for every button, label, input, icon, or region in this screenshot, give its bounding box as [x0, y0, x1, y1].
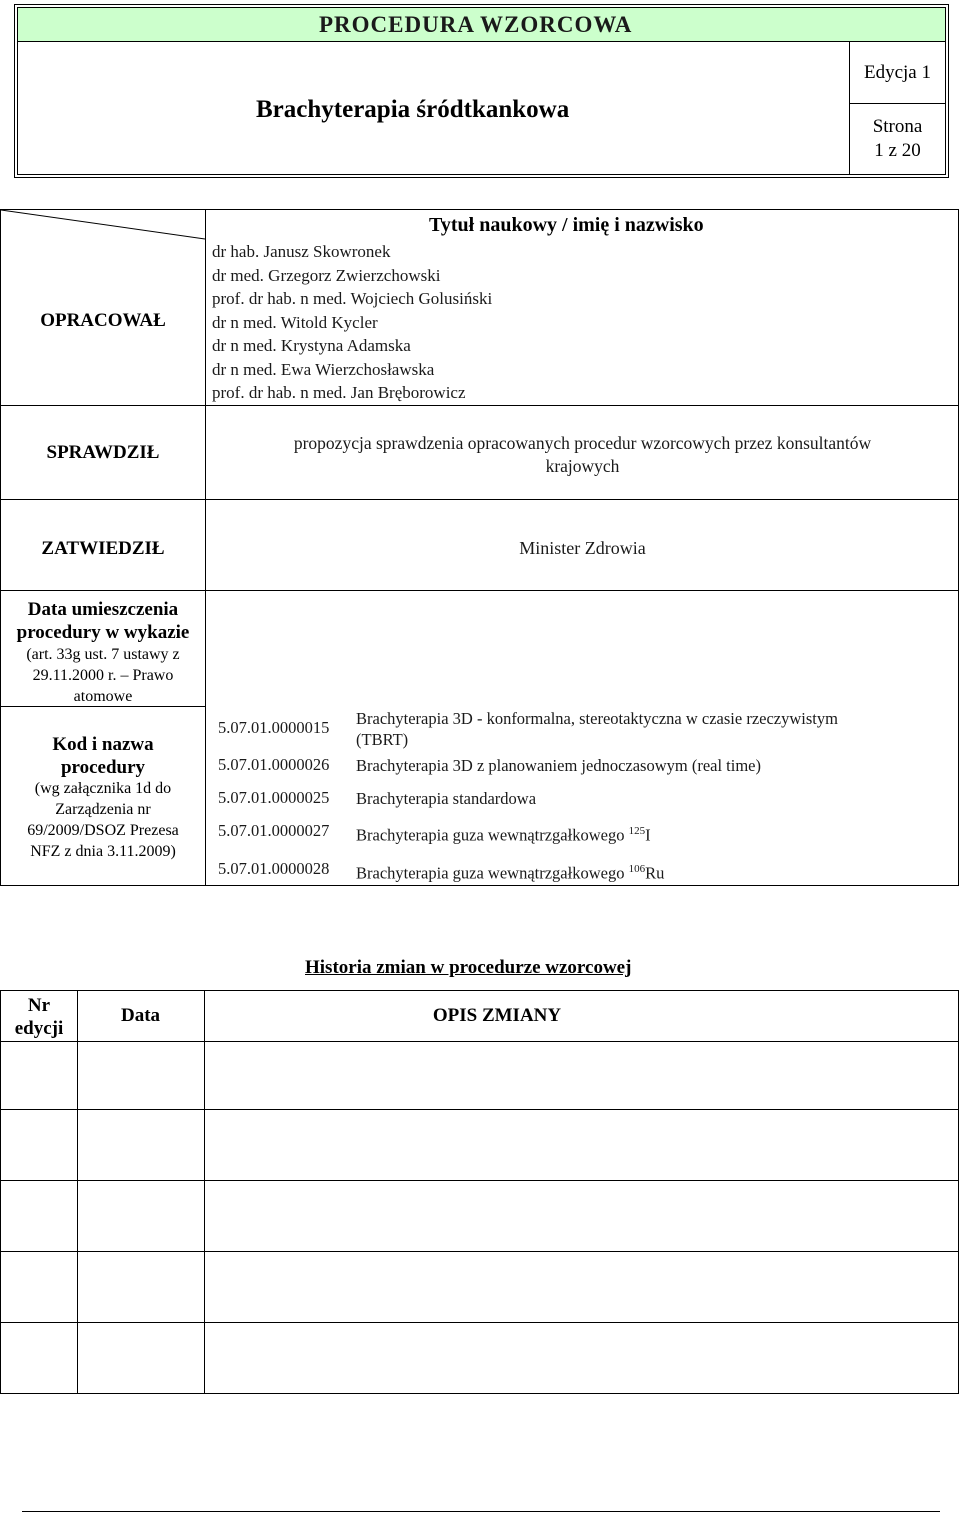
data-umieszczenia-label: [1, 598, 205, 644]
banner-text: PROCEDURA WZORCOWA: [319, 12, 633, 37]
row-divider: [1, 1041, 958, 1042]
sprawdzil-label: SPRAWDZIŁ: [46, 442, 160, 463]
data-umieszczenia-note: [1, 644, 205, 707]
procedure-info-table: [0, 209, 959, 886]
document-header: [14, 4, 949, 178]
kod-note-line: 69/2009/DSOZ Prezesa: [27, 822, 179, 839]
author-item: dr hab. Janusz Skowronek: [212, 242, 391, 261]
column-header-nr-edycji: [1, 994, 77, 1040]
author-item: prof. dr hab. n med. Jan Bręborowicz: [212, 383, 466, 402]
sprawdzil-text: [206, 432, 959, 478]
data-note-line: (art. 33g ust. 7 ustawy z: [26, 646, 180, 663]
procedure-name: [356, 708, 838, 750]
procedure-code: 5.07.01.0000028: [218, 859, 330, 878]
edition-text: Edycja 1: [863, 62, 931, 83]
sprawdzil-text-line: krajowych: [545, 456, 620, 476]
procedure-name-text: Brachyterapia guza wewnątrzgałkowego: [356, 863, 629, 883]
document-title-cell: [18, 42, 850, 174]
row-divider: [1, 1180, 958, 1181]
procedure-code: 5.07.01.0000027: [218, 821, 330, 840]
procedure-name-text: Brachyterapia guza wewnątrzgałkowego: [356, 825, 629, 845]
isotope-symbol: Ru: [645, 863, 665, 883]
author-item: dr n med. Witold Kycler: [212, 312, 378, 332]
kod-note-line: Zarządzenia nr: [55, 801, 151, 818]
procedure-name-line: (TBRT): [356, 730, 409, 749]
authors-header: Tytuł naukowy / imię i nazwisko: [429, 214, 704, 236]
isotope-symbol: I: [645, 825, 651, 845]
data-note-line: atomowe: [73, 688, 133, 705]
page-number: 1 z 20: [874, 140, 921, 161]
row-divider: [1, 1322, 958, 1323]
history-title: Historia zmian w procedurze wzorcowej: [305, 957, 632, 978]
column-header-data: Data: [120, 1005, 161, 1026]
page-cell: [850, 104, 945, 174]
kod-note-line: (wg załącznika 1d do: [34, 780, 172, 797]
edition-cell: [850, 42, 945, 104]
procedure-name: [356, 859, 664, 884]
procedure-code: 5.07.01.0000026: [218, 755, 330, 774]
kod-note-line: NFZ z dnia 3.11.2009): [30, 843, 176, 860]
data-label-line: Data umieszczenia: [27, 599, 179, 620]
column-divider: [204, 991, 205, 1393]
authors-list: [212, 240, 492, 405]
row-divider: [1, 1251, 958, 1252]
column-header-line: edycji: [14, 1018, 64, 1039]
diagonal-divider: [1, 210, 205, 240]
zatwierdzil-value: Minister Zdrowia: [519, 538, 646, 558]
procedure-name-line: Brachyterapia 3D - konformalna, stereotaktyczna w czasie rzeczywistym: [356, 709, 838, 728]
isotope-mass: 125: [628, 825, 646, 837]
page-label: Strona: [872, 116, 923, 137]
procedure-name: [356, 821, 651, 846]
row-divider: [1, 1109, 958, 1110]
kod-label-line: procedury: [60, 757, 146, 778]
data-note-line: 29.11.2000 r. – Prawo: [32, 667, 174, 684]
opracowal-label: OPRACOWAŁ: [40, 310, 166, 331]
procedure-name: Brachyterapia 3D z planowaniem jednoczasowym (real time): [356, 756, 761, 775]
document-title: Brachyterapia śródtkankowa: [256, 96, 570, 123]
column-divider: [77, 991, 78, 1393]
column-header-opis: OPIS ZMIANY: [432, 1005, 562, 1026]
kod-label-line: Kod i nazwa: [52, 734, 154, 755]
procedure-code: 5.07.01.0000025: [218, 788, 330, 807]
zatwierdzil-label: ZATWIEDZIŁ: [41, 538, 165, 559]
row-divider: [1, 405, 958, 406]
author-item: dr med. Grzegorz Zwierzchowski: [212, 265, 441, 285]
isotope-mass: 106: [628, 863, 646, 875]
kod-procedury-note: [1, 778, 205, 862]
author-item: prof. dr hab. n med. Wojciech Golusiński: [212, 289, 493, 308]
row-divider: [1, 499, 958, 500]
banner-bar: [18, 8, 945, 42]
sprawdzil-text-line: propozycja sprawdzenia opracowanych procedur wzorcowych przez konsultantów: [293, 433, 872, 453]
row-divider: [1, 590, 958, 591]
kod-procedury-label: [1, 733, 205, 779]
column-header-line: Nr: [27, 995, 51, 1016]
author-item: dr n med. Ewa Wierzchosławska: [212, 359, 435, 379]
header-inner-frame: [17, 7, 946, 175]
author-item: dr n med. Krystyna Adamska: [212, 336, 411, 355]
procedure-code: 5.07.01.0000015: [218, 718, 330, 737]
footer-rule: [22, 1511, 940, 1512]
data-label-line: procedury w wykazie: [16, 622, 190, 643]
procedure-name: Brachyterapia standardowa: [356, 789, 537, 808]
history-table: [0, 990, 959, 1394]
